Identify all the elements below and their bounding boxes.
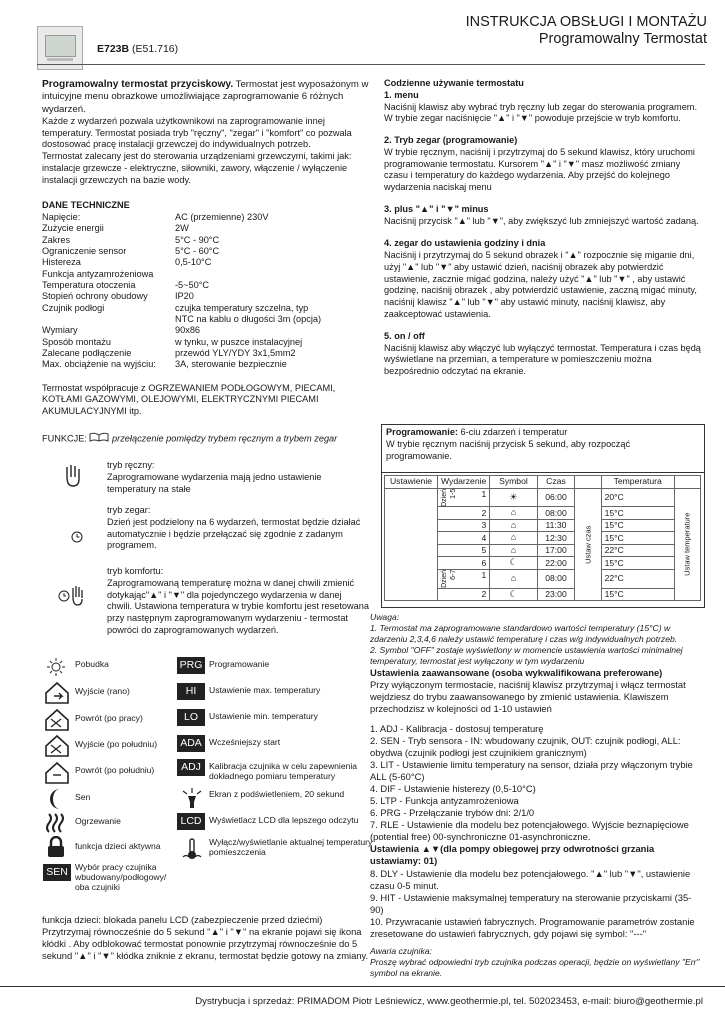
event-number: 3 bbox=[438, 519, 490, 532]
intro-p2: Każde z wydarzeń pozwala użytkownikowi na zaprogramowanie innej temperatury. Termostat posiada tryb "ręczny", "zegar" i "komfort" co pozwala dostosować pracę instalacji grzewczej do indywidualnych potrzeb. bbox=[42, 115, 352, 150]
advanced-item: 9. HIT - Ustawienie maksymalnej temperatury na sterowanie przyciskami (35-90) bbox=[370, 891, 692, 915]
advanced-item: 10. Przywracanie ustawień fabrycznych. Programowanie parametrów zostanie zresetowane do ustawień fabrycznych, gdy pojawi się symbol: "---" bbox=[370, 915, 695, 939]
spec-row bbox=[42, 348, 321, 359]
spec-value: w tynku, w puszce instalacyjnej bbox=[175, 336, 303, 347]
section-2-title: 2. Tryb zegar (programowanie) bbox=[384, 135, 518, 146]
event-symbol: ☾ bbox=[490, 557, 537, 570]
legend-left-label: Wybór pracy czujnika wbudowany/podłogowy/ oba czujniki bbox=[75, 862, 167, 893]
day-range-label: Dzień 1-5 bbox=[441, 488, 457, 507]
spec-value: 90x86 bbox=[175, 325, 201, 336]
spec-key: Czujnik podłogi bbox=[42, 302, 105, 313]
mode-comfort-title: tryb komfortu: bbox=[107, 566, 164, 576]
advanced-item: 4. DIF - Ustawienie histerezy (0,5-10°C) bbox=[370, 783, 536, 795]
advanced-item: 7. RLE - Ustawienie dla modelu bez potencjałowego. Wyjście beznapięciowe (potential free) 00-synchroniczne 01-asynchroniczne. bbox=[370, 819, 689, 843]
legend-right-label: Ustawienie max. temperatury bbox=[209, 685, 321, 695]
event-symbol: ⌂ bbox=[490, 507, 537, 520]
spec-row bbox=[42, 359, 321, 370]
program-table-heading: Ustawienie bbox=[385, 476, 438, 489]
event-number: Dzień 6-7 1 bbox=[438, 569, 490, 588]
moon-icon bbox=[46, 787, 68, 815]
legend-right-label: Ekran z podświetleniem, 20 sekund bbox=[209, 789, 345, 799]
section-4-text: Naciśnij i przytrzymaj do 5 sekund obrazek i "▲" rozpocznie się miganie dni, użyj "▲" lub "▼" aby ustawić dzień, naciśnij obrazek aby potwierdzić ustawienie, zacznie migać godzina, należy użyć "▲" lub "▼" , aby ustawić godzinę, naciśnij obrazek , aby potwierdzić ustawienie, zaczną migać minuty, naciśnij klawisz "▲" lub "▼" aby ustawić minuty, naciśnij klawisz, aby zaakceptować ustawienia. bbox=[384, 250, 697, 320]
spec-key: Wymiary bbox=[42, 325, 78, 336]
right-column bbox=[384, 78, 701, 378]
left-column bbox=[42, 78, 370, 446]
note-title: Uwaga: bbox=[370, 612, 400, 622]
note-1: 1. Termostat ma zaprogramowane standardowo wartości temperatury (15°C) w zdarzeniu 2,3,4,6 należy ustawić temperaturę i czas w/g indywidualnych potrzeb. bbox=[370, 623, 678, 644]
spec-key: Temperatura otoczenia bbox=[42, 280, 136, 291]
setting-cell bbox=[385, 488, 438, 601]
event-number: 6 bbox=[438, 557, 490, 570]
spec-value: AC (przemienne) 230V bbox=[175, 212, 269, 223]
spec-row bbox=[42, 291, 321, 302]
event-time: 17:00 bbox=[537, 544, 575, 557]
mode-clock bbox=[107, 505, 365, 552]
event-number: Dzień 1-5 1 bbox=[438, 488, 490, 507]
spec-key: Stopień ochrony obudowy bbox=[42, 291, 148, 302]
event-symbol: ⌂ bbox=[490, 519, 537, 532]
section-1-title: 1. menu bbox=[384, 89, 419, 100]
legend-left-label: Ogrzewanie bbox=[75, 816, 121, 826]
event-time: 06:00 bbox=[537, 488, 575, 507]
program-table-heading bbox=[674, 476, 700, 489]
spec-key: Zakres bbox=[42, 234, 71, 245]
thermometer-icon bbox=[179, 837, 205, 865]
section-4-title: 4. zegar do ustawienia godziny i dnia bbox=[384, 238, 546, 249]
mode-clock-text: Dzień jest podzielony na 6 wydarzeń, termostat będzie działać automatycznie i będzie przełączać się zgodnie z zadanym programem. bbox=[107, 516, 361, 551]
event-time: 23:00 bbox=[537, 588, 575, 601]
legend-tag: LO bbox=[177, 709, 205, 726]
mode-manual bbox=[107, 460, 365, 495]
spec-title: DANE TECHNICZNE bbox=[42, 200, 130, 211]
event-time: 12:30 bbox=[537, 532, 575, 545]
legend-left-label: Powrót (po pracy) bbox=[75, 713, 143, 723]
event-temperature: 15°C bbox=[601, 588, 674, 601]
sen-tag: SEN bbox=[43, 864, 71, 881]
section-5-text: Naciśnij klawisz aby włączyć lub wyłączyć termostat. Temperatura i czas będą wyświetlane na przemian, a temperature w pomieszczeniu można bezpośrednio odczytać na ekranie. bbox=[384, 342, 701, 377]
funkcje-line bbox=[42, 432, 370, 446]
legend-tag: PRG bbox=[177, 657, 205, 674]
spec-value: 5°C - 60°C bbox=[175, 246, 220, 257]
clock-icon bbox=[71, 531, 83, 547]
spec-row bbox=[42, 314, 321, 325]
program-table-heading bbox=[575, 476, 601, 489]
advanced-item: 6. PRG - Przełączanie trybów dni: 2/1/0 bbox=[370, 807, 535, 819]
spec-table bbox=[42, 212, 321, 370]
backlight-icon bbox=[179, 786, 205, 814]
spec-key: Zużycie energii bbox=[42, 223, 104, 234]
book-icon bbox=[89, 432, 109, 446]
event-temperature: 15°C bbox=[601, 519, 674, 532]
legend-left-label: Sen bbox=[75, 792, 91, 802]
intro-text: Termostat jest wyposażonym w intuicyjne menu obrazkowe umożliwiające zaprogramowanie 6 różnych wydarzeń. bbox=[42, 79, 369, 115]
legend-tag: ADJ bbox=[177, 759, 205, 776]
spec-row bbox=[42, 280, 321, 291]
legend-left-label: Powrót (po południu) bbox=[75, 765, 155, 775]
set-temp-label: Ustaw temperature bbox=[674, 488, 700, 601]
section-1-text: Naciśnij klawisz aby wybrać tryb ręczny lub zegar do sterowania programem. W trybie zegar naciśnięcie "▲" i "▼" powoduje przejście w tryb komfortu. bbox=[384, 101, 698, 124]
event-temperature: 15°C bbox=[601, 532, 674, 545]
funkcje-label: FUNKCJE: bbox=[42, 433, 87, 444]
comfort-icon bbox=[58, 584, 88, 612]
section-3-text: Naciśnij przycisk "▲" lub "▼", aby zwiększyć lub zmniejszyć wartość zadaną. bbox=[384, 215, 699, 226]
spec-value: 2W bbox=[175, 223, 189, 234]
spec-value: 5°C - 90°C bbox=[175, 234, 220, 245]
spec-row bbox=[42, 235, 321, 246]
mode-comfort bbox=[107, 566, 369, 637]
event-number: 2 bbox=[438, 507, 490, 520]
child-lock-paragraph bbox=[42, 914, 370, 962]
spec-key: Ograniczenie sensor bbox=[42, 246, 127, 257]
mode-manual-text: Zaprogramowane wydarzenia mają jedno ustawienie temperatury na stałe bbox=[107, 471, 322, 494]
model-bold: E723B bbox=[97, 43, 130, 55]
event-time: 08:00 bbox=[537, 569, 575, 588]
footer-divider bbox=[0, 986, 725, 987]
spec-key bbox=[42, 314, 175, 325]
event-number: 2 bbox=[438, 588, 490, 601]
spec-value bbox=[175, 269, 321, 280]
event-temperature: 15°C bbox=[601, 507, 674, 520]
legend-left-label: Wyjście (rano) bbox=[75, 686, 130, 696]
legend-tag: HI bbox=[177, 683, 205, 700]
advanced-text: Przy wyłączonym termostacie, naciśnij klawisz przytrzymaj i włącz termostat wejdziesz do trybu zaawansowanego by zmienić ustawienia. Klawiszem przechodzisz w kolejności od 1-10 ustawień bbox=[370, 679, 686, 715]
legend-right-label: Wcześniejszy start bbox=[209, 737, 281, 747]
spec-key: Funkcja antyzamrożeniowa bbox=[42, 268, 154, 279]
spec-row bbox=[42, 212, 321, 223]
model-code: (E51.716) bbox=[132, 43, 179, 55]
spec-row bbox=[42, 337, 321, 348]
funkcje-text: przełączenie pomiędzy trybem ręcznym a trybem zegar bbox=[112, 433, 338, 444]
legend-left-label: Pobudka bbox=[75, 659, 109, 669]
advanced-item: 8. DLY - Ustawienie dla modelu bez potencjałowego. "▲" lub "▼", ustawienie czasu 0-5 minut. bbox=[370, 867, 691, 891]
event-temperature: 20°C bbox=[601, 488, 674, 507]
prog-title-rest: 6-ciu zdarzeń i temperatur bbox=[457, 427, 568, 437]
failure-title: Awaria czujnika: bbox=[370, 945, 432, 956]
spec-key: Sposób montażu bbox=[42, 336, 111, 347]
program-table-heading: Czas bbox=[537, 476, 575, 489]
spec-value: -5~50°C bbox=[175, 280, 210, 291]
mode-manual-title: tryb ręczny: bbox=[107, 460, 155, 470]
legend-tag: LCD bbox=[177, 813, 205, 830]
spec-value: przewód YLY/YDY 3x1,5mm2 bbox=[175, 347, 296, 358]
advanced-title: Ustawienia zaawansowane (osoba wykwalifikowana preferowane) bbox=[370, 667, 663, 678]
section-3-title: 3. plus "▲" i "▼" minus bbox=[384, 203, 489, 214]
notes-block bbox=[370, 612, 703, 979]
event-temperature: 22°C bbox=[601, 569, 674, 588]
house-in-icon bbox=[44, 708, 70, 736]
spec-key: Zalecane podłączenie bbox=[42, 347, 132, 358]
legend-right-label: Programowanie bbox=[209, 659, 270, 669]
event-symbol: ⌂ bbox=[490, 532, 537, 545]
day-range-label: Dzień 6-7 bbox=[441, 569, 457, 588]
section-2-text: W trybie ręcznym, naciśnij i przytrzymaj do 5 sekund klawisz, który uruchomi programowanie termostatu. Kursorem "▲" i "▼" masz możliwość zmiany czasu i temperatury do każdego wydarzenia. Aby przejść do kolejnego wydarzenia naciskaj menu bbox=[384, 146, 695, 193]
programming-header bbox=[386, 427, 698, 462]
spec-row bbox=[42, 269, 321, 280]
program-table-row bbox=[385, 488, 701, 507]
event-time: 11:30 bbox=[537, 519, 575, 532]
set-time-label: Ustaw czas bbox=[575, 488, 601, 601]
event-number: 5 bbox=[438, 544, 490, 557]
legend-right-label: Kalibracja czujnika w celu zapewnienia dokładnego pomiaru temperatury bbox=[209, 761, 358, 782]
spec-row bbox=[42, 257, 321, 268]
spec-key: Max. obciążenie na wyjściu: bbox=[42, 359, 156, 370]
house-out-icon bbox=[44, 681, 70, 709]
section-5-title: 5. on / off bbox=[384, 330, 425, 341]
house-in-noon-icon bbox=[44, 761, 70, 789]
prog-title: Programowanie: bbox=[386, 427, 458, 437]
title-line-2: Programowalny Termostat bbox=[538, 30, 707, 47]
spec-row bbox=[42, 246, 321, 257]
lock-icon bbox=[46, 836, 66, 862]
intro-title: Programowalny termostat przyciskowy. bbox=[42, 79, 234, 90]
note-2: 2. Symbol "OFF" zostaje wyświetlony w momencie ustawienia wartości minimalnej temperatury, termostat jest wyłączony w tym wydarzeniu bbox=[370, 645, 683, 666]
spec-value: 3A, sterowanie bezpiecznie bbox=[175, 359, 287, 370]
event-symbol: ☾ bbox=[490, 588, 537, 601]
intro-p3: Termostat zalecany jest do sterowania urządzeniami grzewczymi, takimi jak: instalacje grzewcze - elektryczne, siłowniki, zawory, włączenie / wyłączenie instalacji grzewczych na bazie wody. bbox=[42, 151, 352, 185]
event-temperature: 22°C bbox=[601, 544, 674, 557]
advanced-item: 3. LIT - Ustawienie limitu temperatury na sensor, działa przy włączonym trybie ALL (5-60°C) bbox=[370, 759, 693, 783]
child-lock-text: funkcja dzieci: blokada panelu LCD (zabezpieczenie przed dziećmi) Przytrzymaj równocześnie do 5 sekund "▲" i "▼" na ekranie pojawi się ikona kłódki . Aby odblokować termostat ponownie przytrzymaj równocześnie do 5 sekund "▲" i "▼" kłódka zniknie z ekranu, termostat będzie gotowy na zmiany. bbox=[42, 914, 369, 962]
mode-comfort-text: Zaprogramowaną temperaturę można w danej chwili zmienić dotykając"▲" i "▼" dla pojedynczego wydarzenia w danej chwili. Ustawiona temperatura w trybie komfortu jest resetowana przy następnym zaprogramowanym wydarzeniu - termostat powróci do zaprogramowanych wydarzeń. bbox=[107, 577, 369, 635]
legend-tag: ADA bbox=[177, 735, 205, 752]
advanced-item: 1. ADJ - Kalibracja - dostosuj temperaturę bbox=[370, 723, 544, 735]
event-time: 08:00 bbox=[537, 507, 575, 520]
event-symbol: ☀ bbox=[490, 488, 537, 507]
house-out-noon-icon bbox=[44, 734, 70, 762]
program-table-heading: Wydarzenie bbox=[438, 476, 490, 489]
heating-icon bbox=[44, 812, 68, 838]
spec-key: Histereza bbox=[42, 257, 81, 268]
cooperate-text: Termostat współpracuje z OGRZEWANIEM PODŁOGOWYM, PIECAMI, KOTŁAMI GAZOWYMI, OLEJOWYMI, ELEKTRYCZNYMI PIECAMI AKUMULACYJNYMI itp. bbox=[42, 382, 336, 417]
advanced-list bbox=[370, 723, 703, 940]
intro-paragraph bbox=[42, 78, 370, 116]
program-table bbox=[384, 475, 701, 601]
legend-left-label: Wyjście (po południu) bbox=[75, 739, 158, 749]
event-symbol: ⌂ bbox=[490, 544, 537, 557]
program-table-heading: Symbol bbox=[490, 476, 537, 489]
event-number: 4 bbox=[438, 532, 490, 545]
spec-value: 0,5-10°C bbox=[175, 257, 212, 268]
legend-right-label: Wyłącz/wyświetlanie aktualnej temperatury pomieszczenia bbox=[209, 837, 373, 858]
advanced-item: 5. LTP - Funkcja antyzamrożeniowa bbox=[370, 795, 519, 807]
hand-icon bbox=[63, 464, 83, 492]
spec-row bbox=[42, 325, 321, 336]
event-time: 22:00 bbox=[537, 557, 575, 570]
failure-text: Proszę wybrać odpowiedni tryb czujnika podczas operacji, będzie on wyświetlany "Err" symbol na ekranie. bbox=[370, 956, 700, 978]
spec-row bbox=[42, 303, 321, 314]
footer bbox=[0, 996, 725, 1008]
header-divider bbox=[37, 64, 705, 65]
title-line-1: INSTRUKCJA OBSŁUGI I MONTAŻU bbox=[465, 14, 707, 30]
document-title bbox=[466, 14, 707, 47]
footer-text: Dystrybucja i sprzedaż: PRIMADOM Piotr Leśniewicz, www.geothermie.pl, tel. 502023453, e-mail: biuro@geothermie.pl bbox=[195, 996, 703, 1007]
spec-value: NTC na kablu o długości 3m (opcja) bbox=[175, 313, 322, 324]
spec-key: Napięcie: bbox=[42, 212, 81, 223]
legend-left-label: funkcja dzieci aktywna bbox=[75, 841, 161, 851]
prog-text: W trybie ręcznym naciśnij przycisk 5 sekund, aby rozpocząć programowanie. bbox=[386, 438, 631, 461]
daily-title: Codzienne używanie termostatu bbox=[384, 78, 524, 88]
mode-clock-title: tryb zegar: bbox=[107, 505, 151, 515]
advanced-item: 2. SEN - Tryb sensora - IN: wbudowany czujnik, OUT: czujnik podłogi, ALL: obydwa (czujnik podłogi jest czujnikiem granicznym) bbox=[370, 735, 681, 759]
pump-line: Ustawienia ▲▼(dla pompy obiegowej przy odwrotności grzania ustawiamy: 01) bbox=[370, 843, 655, 867]
legend-right-label: Ustawienie min. temperatury bbox=[209, 711, 318, 721]
event-temperature: 15°C bbox=[601, 557, 674, 570]
spec-value: czujka temperatury szczelna, typ bbox=[175, 302, 309, 313]
sun-icon bbox=[44, 656, 70, 678]
program-table-heading: Temperatura bbox=[601, 476, 674, 489]
model-number bbox=[97, 43, 178, 56]
program-table-header bbox=[385, 476, 701, 489]
event-symbol: ⌂ bbox=[490, 569, 537, 588]
spec-row bbox=[42, 223, 321, 234]
legend-right-label: Wyświetlacz LCD dla lepszego odczytu bbox=[209, 815, 359, 825]
spec-value: IP20 bbox=[175, 291, 194, 302]
